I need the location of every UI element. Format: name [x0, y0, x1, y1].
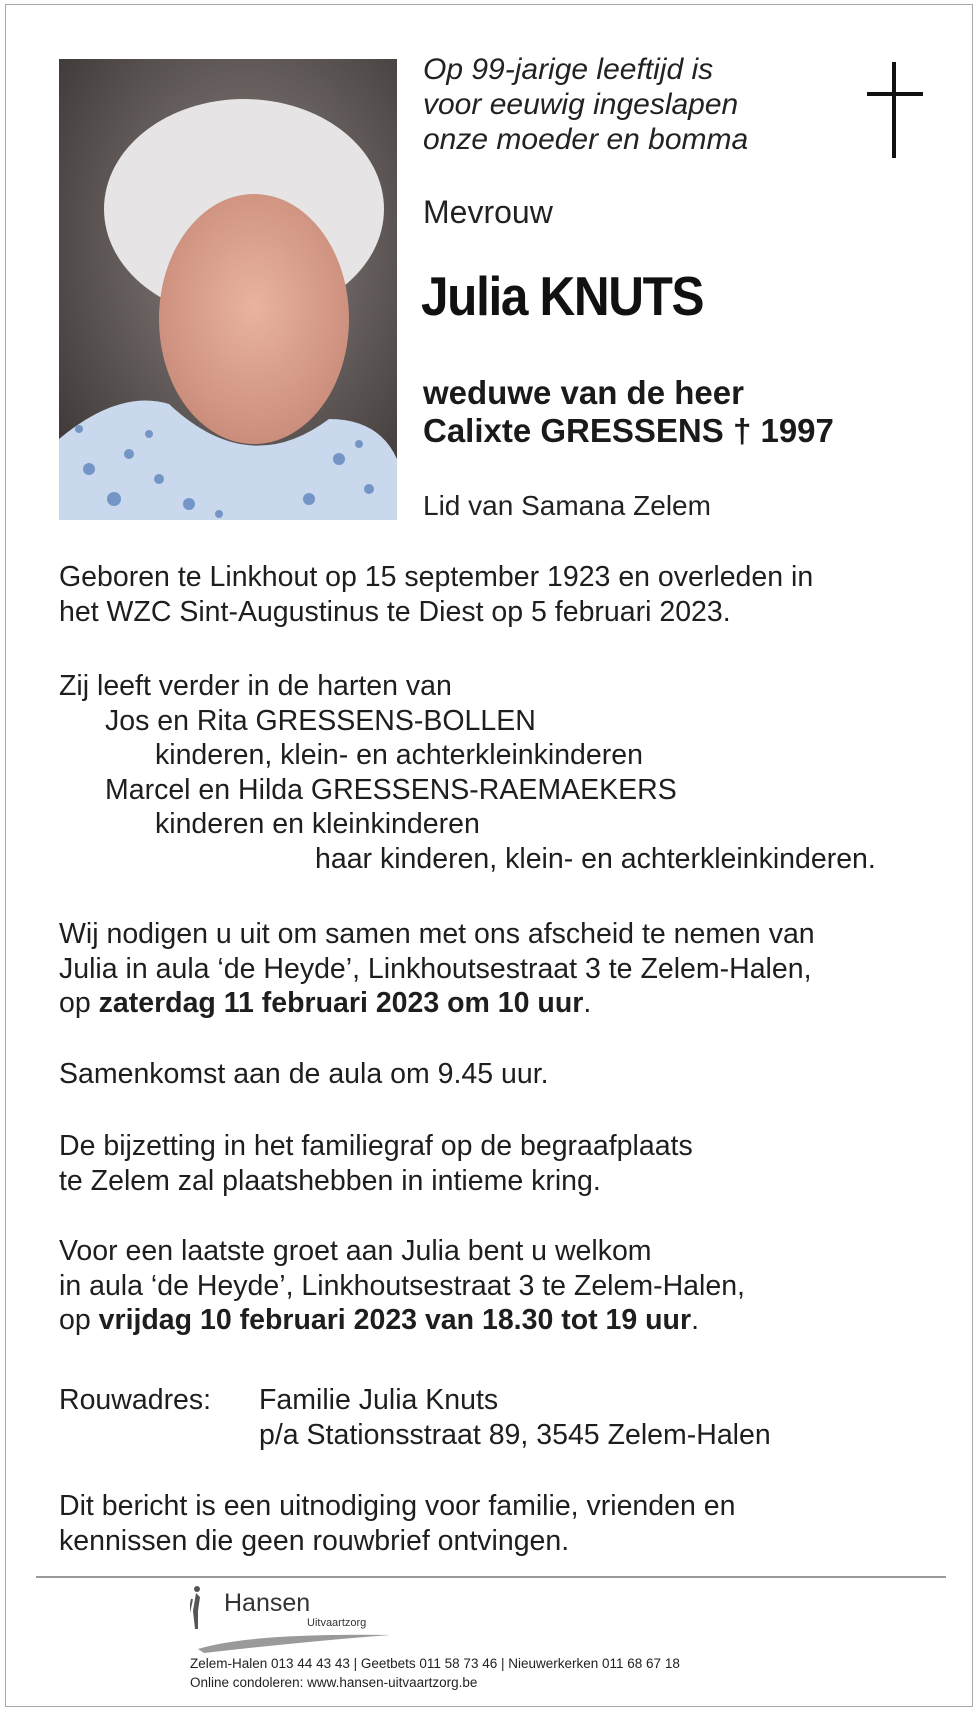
family-paragraph: Zij leeft verder in de harten van Jos en Rita GRESSENS-BOLLEN kinderen, klein- en achterkleinkinderen Marcel en Hilda GRESSENS-RAEMAEKERS kinderen en kleinkinderen haar kinderen, klein- en achterkleinkinderen.	[59, 669, 939, 876]
portrait-photo	[59, 59, 397, 520]
family-line: Marcel en Hilda GRESSENS-RAEMAEKERS	[105, 773, 677, 806]
address-label: Rouwadres:	[59, 1384, 212, 1416]
family-line: kinderen, klein- en achterkleinkinderen	[155, 739, 643, 771]
address-block: Rouwadres: Familie Julia Knuts p/a Stationsstraat 89, 3545 Zelem-Halen	[59, 1384, 771, 1451]
family-line: kinderen en kleinkinderen	[155, 808, 480, 840]
gathering-paragraph: Samenkomst aan de aula om 9.45 uur.	[59, 1058, 549, 1090]
footer-online-link[interactable]: Online condoleren: www.hansen-uitvaartzorg.be	[190, 1675, 478, 1690]
cross-icon	[867, 62, 923, 158]
footer-phones: Zelem-Halen 013 44 43 43 | Geetbets 011 58 73 46 | Nieuwerkerken 011 68 67 18	[190, 1656, 680, 1671]
logo-subtitle: Uitvaartzorg	[307, 1617, 367, 1629]
burial-paragraph: De bijzetting in het familiegraf op de begraafplaats te Zelem zal plaatshebben in intieme kring.	[59, 1130, 693, 1197]
footer-divider	[36, 1576, 946, 1578]
birth-death-paragraph: Geboren te Linkhout op 15 september 1923 en overleden in het WZC Sint-Augustinus te Diest op 5 februari 2023.	[59, 561, 814, 628]
family-line: Jos en Rita GRESSENS-BOLLEN	[105, 704, 536, 737]
intro-text: Op 99-jarige leeftijd is voor eeuwig ingeslapen onze moeder en bomma	[423, 53, 749, 156]
ceremony-paragraph: Wij nodigen u uit om samen met ons afscheid te nemen van Julia in aula ‘de Heyde’, Linkhoutsestraat 3 te Zelem-Halen, op zaterdag 11 februari 2023 om 10 uur.	[59, 918, 815, 1019]
deceased-name: Julia KNUTS	[421, 265, 704, 327]
visitation-paragraph: Voor een laatste groet aan Julia bent u welkom in aula ‘de Heyde’, Linkhoutsestraat 3 te Zelem-Halen, op vrijdag 10 februari 2023 van 18.30 tot 19 uur.	[59, 1235, 745, 1336]
ceremony-datetime: zaterdag 11 februari 2023 om 10 uur	[98, 987, 584, 1019]
logo-name: Hansen	[224, 1589, 311, 1617]
widow-of: weduwe van de heer Calixte GRESSENS † 1997	[423, 374, 834, 449]
closing-paragraph: Dit bericht is een uitnodiging voor familie, vrienden en kennissen die geen rouwbrief ontvingen.	[59, 1490, 736, 1557]
family-line: haar kinderen, klein- en achterkleinkinderen.	[315, 842, 876, 875]
honorific: Mevrouw	[423, 194, 553, 230]
visitation-datetime: vrijdag 10 februari 2023 van 18.30 tot 19 uur	[98, 1304, 692, 1336]
membership: Lid van Samana Zelem	[423, 490, 711, 521]
